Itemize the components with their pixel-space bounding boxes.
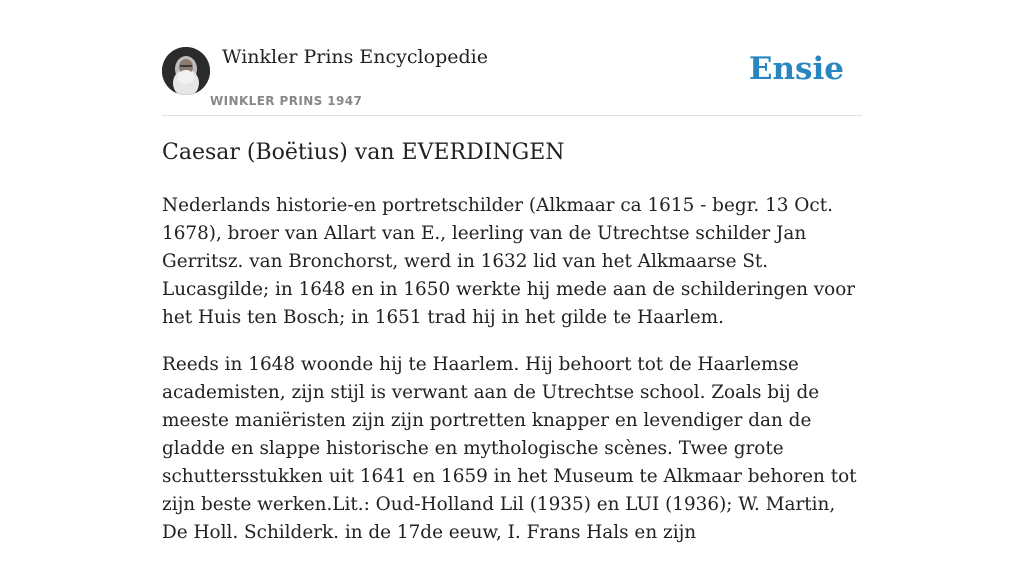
ensie-logo[interactable]: Ensie [748, 51, 844, 87]
source-title[interactable]: Winkler Prins Encyclopedie [222, 46, 488, 68]
source-subtitle: WINKLER PRINS 1947 [210, 94, 363, 108]
article-body [162, 192, 862, 566]
article-title: Caesar (Boëtius) van EVERDINGEN [162, 140, 565, 165]
article-paragraph: Reeds in 1648 woonde hij te Haarlem. Hij behoort tot de Haarlemse academisten, zijn stijl is verwant aan de Utrechtse school. Zoals bij de meeste maniëristen zijn zijn portretten knapper en levendiger dan de gladde en slappe historische en mythologische scènes. Twee grote schuttersstukken uit 1641 en 1659 in het Museum te Alkmaar behoren tot zijn beste werken.Lit.: Oud-Holland Lil (1935) en LUI (1936); W. Martin, De Holl. Schilderk. in de 17de eeuw, I. Frans Hals en zijn [162, 354, 857, 543]
source-header [162, 40, 862, 116]
article-paragraph: Nederlands historie-en portretschilder (Alkmaar ca 1615 - begr. 13 Oct. 1678), broer van Allart van E., leerling van de Utrechtse schilder Jan Gerritsz. van Bronchorst, werd in 1632 lid van het Alkmaarse St. Lucasgilde; in 1648 en in 1650 werkte hij mede aan de schilderingen voor het Huis ten Bosch; in 1651 trad hij in het gilde te Haarlem. [162, 195, 856, 328]
portrait-avatar-icon[interactable] [162, 47, 210, 95]
